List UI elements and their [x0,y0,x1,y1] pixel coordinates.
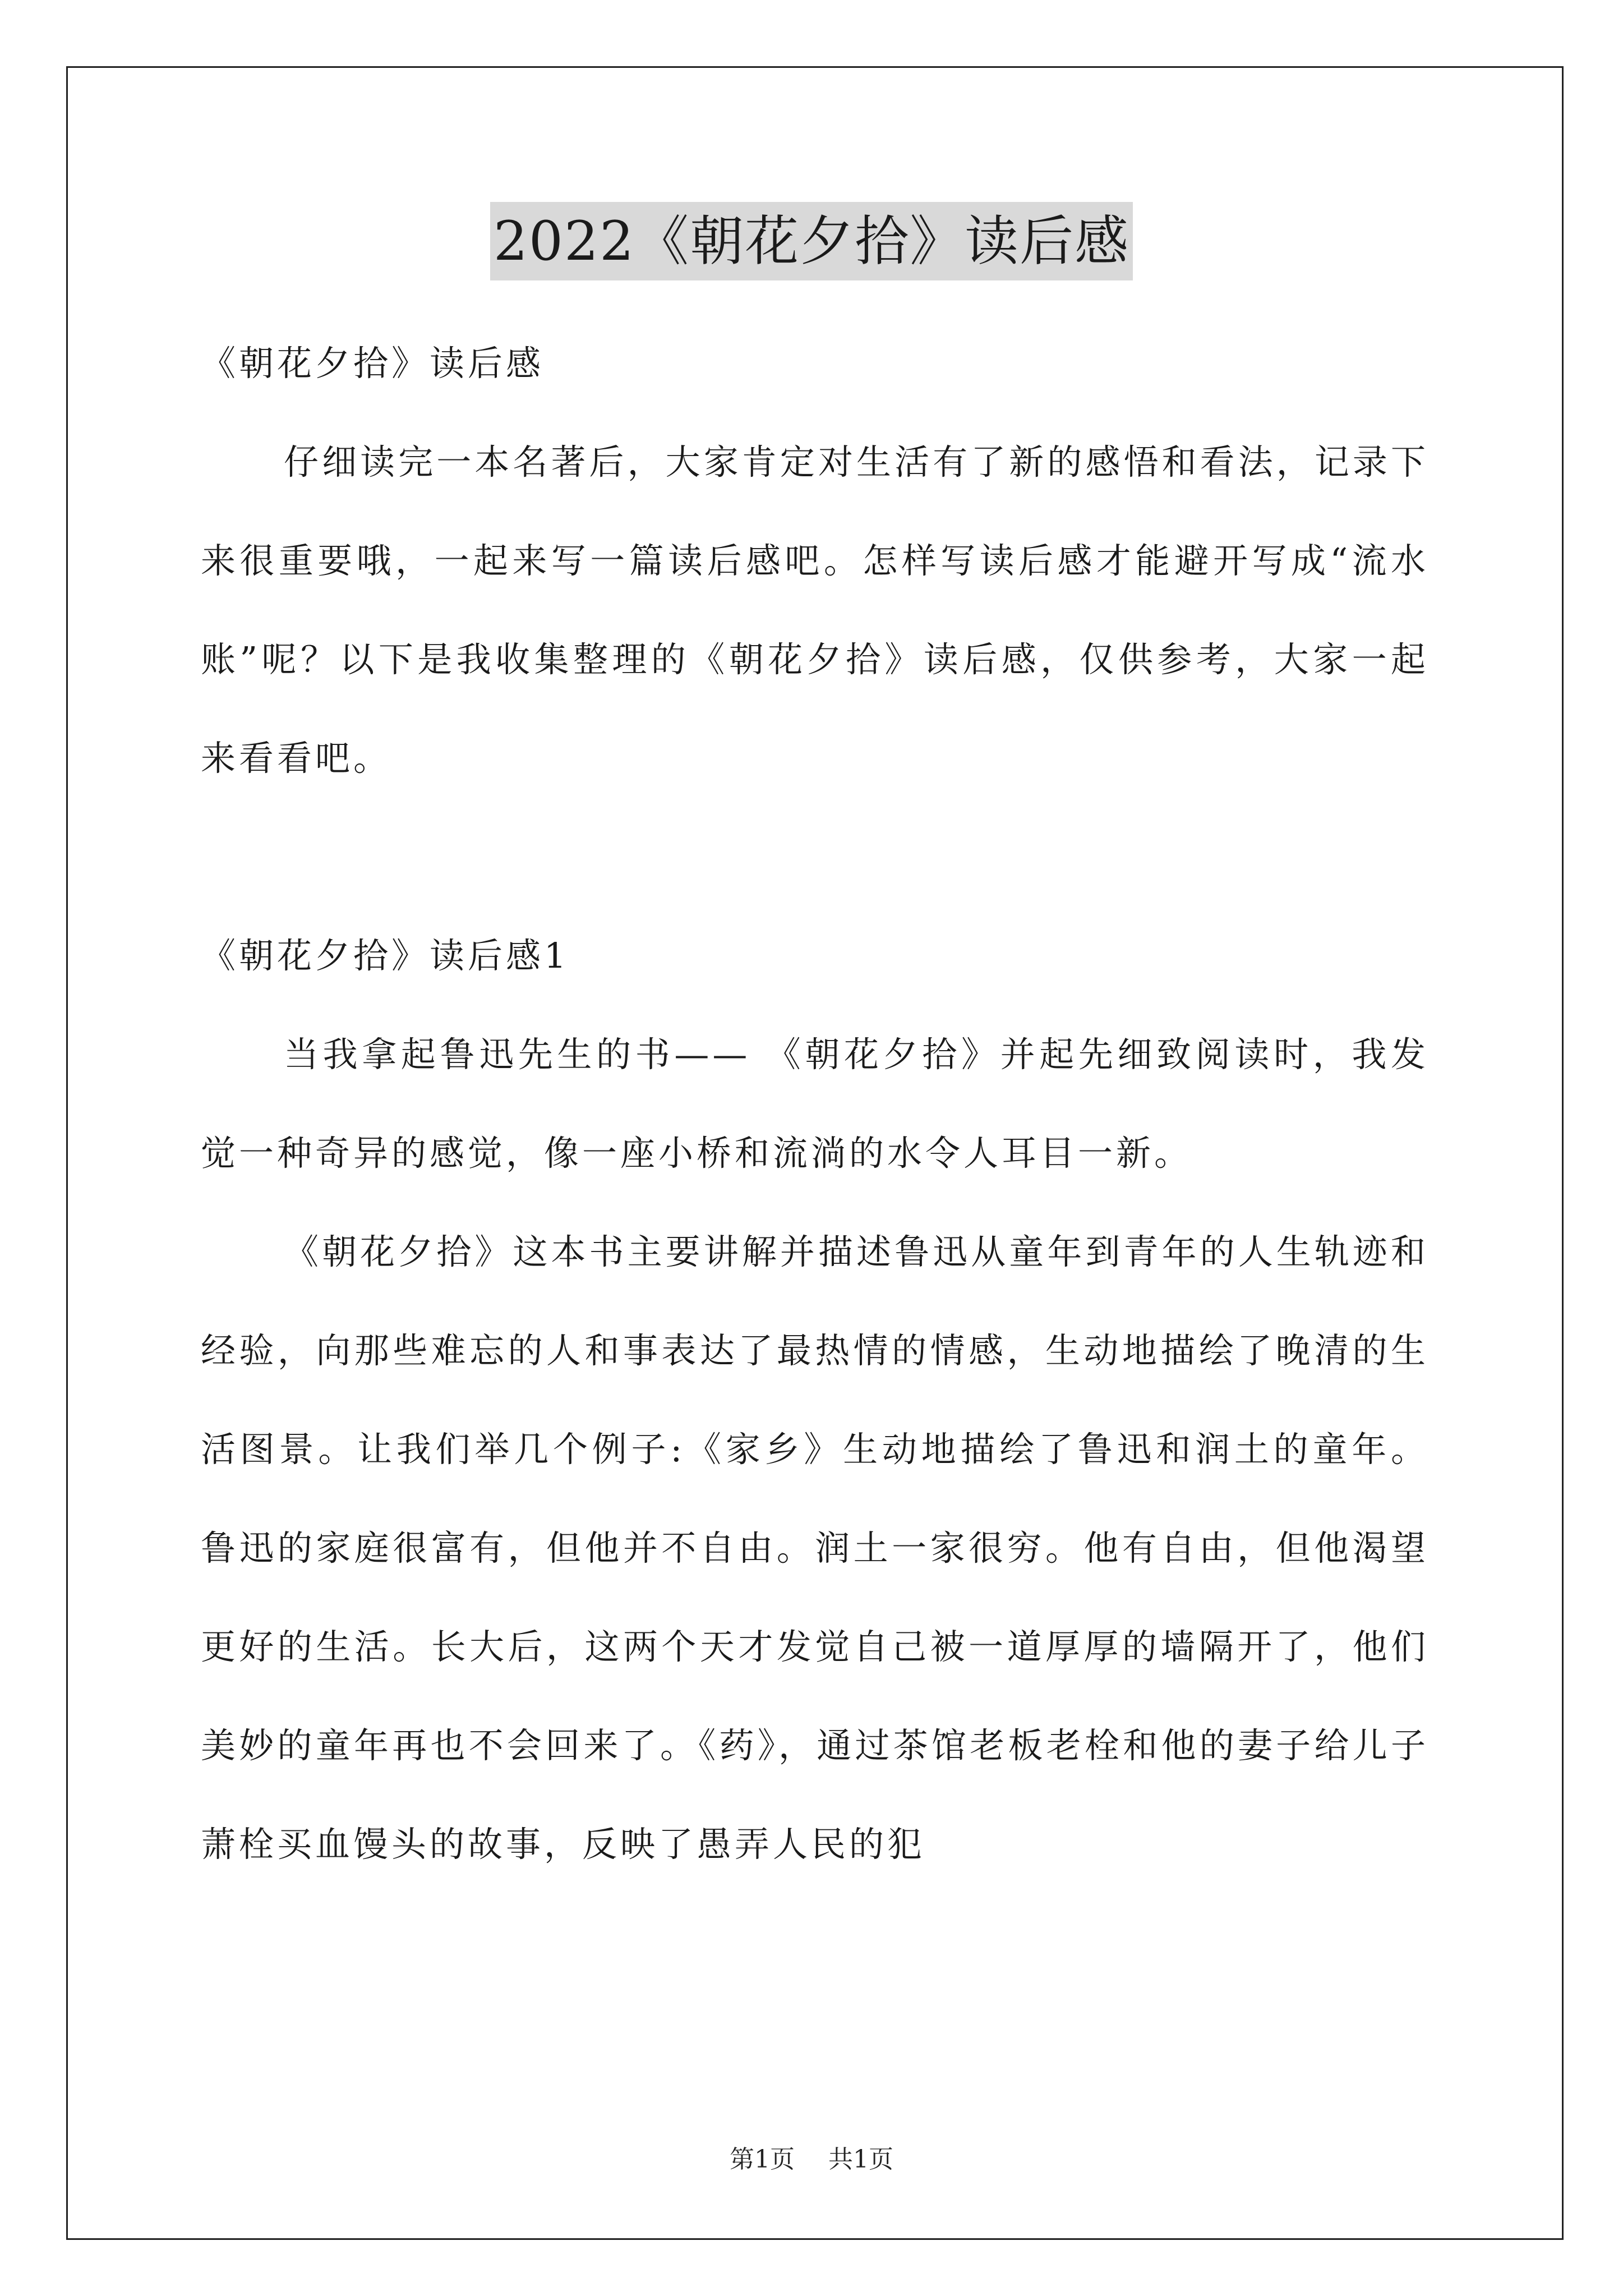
intro-paragraph: 仔细读完一本名著后，大家肯定对生活有了新的感悟和看法，记录下来很重要哦，一起来写一篇读后感吧。怎样写读后感才能避开写成“流水账”呢？以下是我收集整理的《朝花夕拾》读后感，仅供参考，大家一起来看看吧。 [201,441,1429,779]
document-title: 2022《朝花夕拾》读后感 [490,202,1133,280]
section1-heading: 《朝花夕拾》读后感1 [201,935,570,976]
title-container [0,202,1623,280]
page-number-current: 第1页 [730,2145,795,2174]
page-footer [0,2143,1623,2177]
section1-paragraph-1: 当我拿起鲁迅先生的书—— 《朝花夕拾》并起先细致阅读时，我发觉一种奇异的感觉，像一座小桥和流淌的水令人耳目一新。 [201,1034,1429,1174]
intro-heading: 《朝花夕拾》读后感 [201,343,545,384]
section1-paragraph-2: 《朝花夕拾》这本书主要讲解并描述鲁迅从童年到青年的人生轨迹和经验，向那些难忘的人和事表达了最热情的情感，生动地描绘了晚清的生活图景。让我们举几个例子:《家乡》生动地描绘了鲁迅和润土的童年。鲁迅的家庭很富有，但他并不自由。润土一家很穷。他有自由，但他渴望更好的生活。长大后，这两个天才发觉自己被一道厚厚的墙隔开了，他们美妙的童年再也不会回来了。《药》，通过茶馆老板老栓和他的妻子给儿子萧栓买血馒头的故事，反映了愚弄人民的犯 [201,1231,1429,1865]
document-body [201,314,1429,1894]
page-number-total: 共1页 [828,2145,893,2174]
